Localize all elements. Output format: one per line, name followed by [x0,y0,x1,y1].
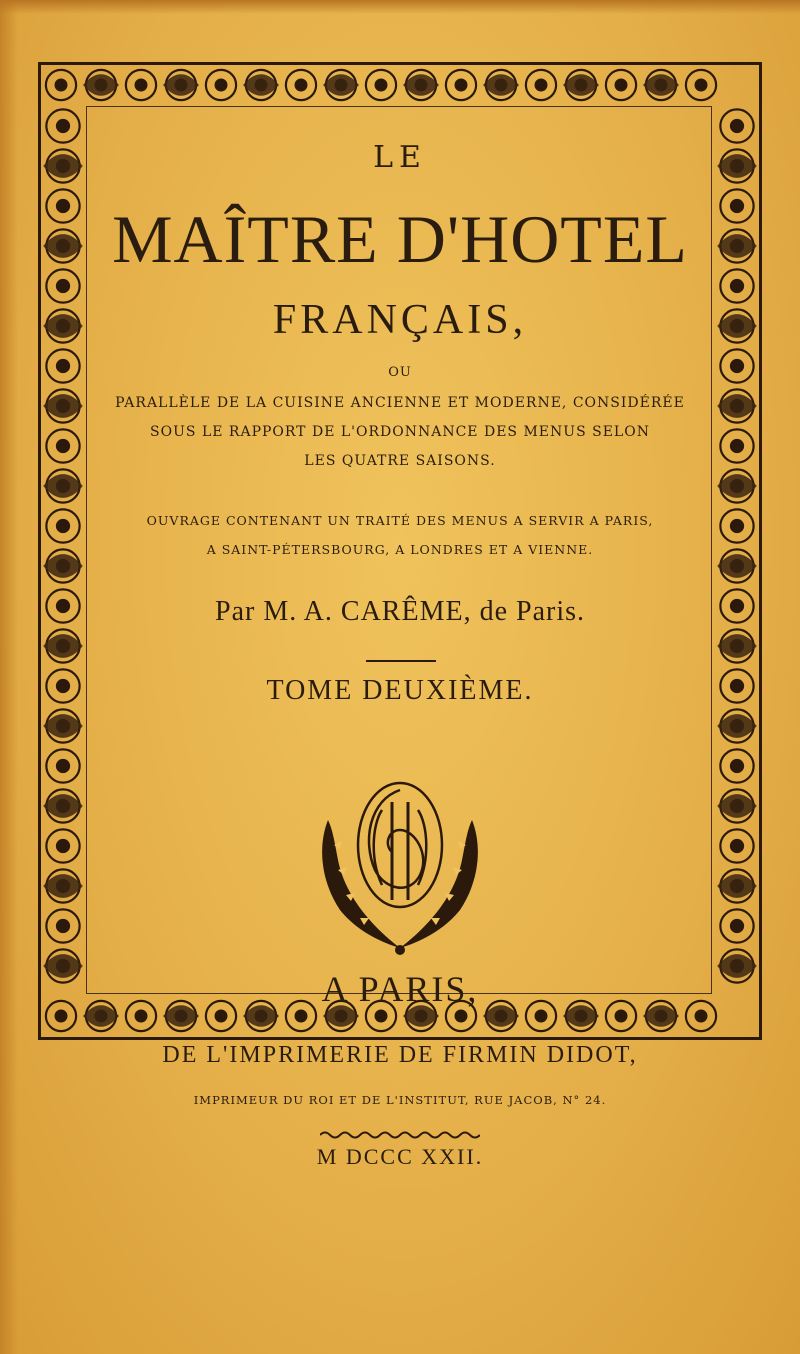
border-left-ornament [41,106,85,994]
title-maitre-dhotel: MAÎTRE D'HOTEL [112,201,688,277]
title-ou: OU [388,365,412,380]
title-francais: FRANÇAIS, [272,297,528,343]
border-top-ornament [41,65,759,105]
printer-address-line: IMPRIMEUR DU ROI ET DE L'INSTITUT, RUE JACOB, N° 24. [193,1093,607,1107]
author-line: Par M. A. CARÊME, de Paris. [215,596,585,627]
publication-date: M DCCC XXII. [316,1144,484,1169]
ouvrage-line-2: A SAINT-PÉTERSBOURG, A LONDRES ET A VIENNE. [206,542,594,557]
ouvrage-line-1: OUVRAGE CONTENANT UN TRAITÉ DES MENUS A SERVIR A PARIS, [146,513,654,528]
wavy-rule [320,1130,480,1140]
volume-line: TOME DEUXIÈME. [266,675,534,706]
subtitle-line-3: LES QUATRE SAISONS. [304,453,496,469]
printer-line: DE L'IMPRIMERIE DE FIRMIN DIDOT, [162,1042,638,1068]
border-right-ornament [715,106,759,994]
place-line: A PARIS, [321,969,479,1009]
title-le: LE [373,140,427,175]
divider-rule [366,660,436,662]
page-edge-shadow [0,0,18,1354]
monogram-vignette [300,750,500,960]
subtitle-line-2: SOUS LE RAPPORT DE L'ORDONNANCE DES MENUS SELON [150,424,650,440]
page-top-shadow [0,0,800,14]
subtitle-line-1: PARALLÈLE DE LA CUISINE ANCIENNE ET MODERNE, CONSIDÉRÉE [115,395,685,411]
